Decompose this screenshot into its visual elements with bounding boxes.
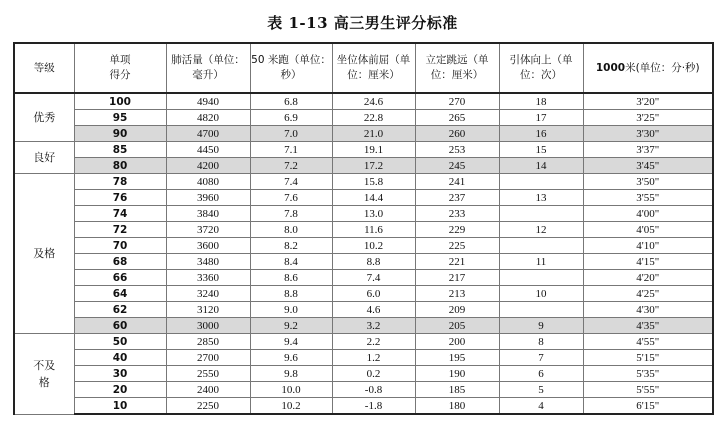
pull-up-cell: [499, 238, 583, 254]
sit-and-reach-cell: 3.2: [332, 318, 415, 334]
header-standing-jump: 立定跳远（单位：厘米）: [415, 43, 499, 93]
lung-capacity-cell: 4080: [166, 174, 250, 190]
lung-capacity-cell: 4450: [166, 142, 250, 158]
standing-jump-cell: 229: [415, 222, 499, 238]
score-cell: 70: [74, 238, 166, 254]
sit-and-reach-cell: 8.8: [332, 254, 415, 270]
standing-jump-cell: 200: [415, 334, 499, 350]
sit-and-reach-cell: 2.2: [332, 334, 415, 350]
score-cell: 60: [74, 318, 166, 334]
pull-up-cell: 15: [499, 142, 583, 158]
header-score: 单项 得分: [74, 43, 166, 93]
table-row: [14, 366, 713, 382]
run-1000m-cell: 4'00": [583, 206, 713, 222]
score-cell: 20: [74, 382, 166, 398]
pull-up-cell: 17: [499, 110, 583, 126]
header-lung-capacity: 肺活量（单位：毫升）: [166, 43, 250, 93]
table-row: [14, 318, 713, 334]
standing-jump-cell: 221: [415, 254, 499, 270]
table-row: [14, 334, 713, 350]
sit-and-reach-cell: 4.6: [332, 302, 415, 318]
sit-and-reach-cell: -1.8: [332, 398, 415, 415]
run-1000m-cell: 3'20": [583, 93, 713, 110]
lung-capacity-cell: 2700: [166, 350, 250, 366]
pull-up-cell: 10: [499, 286, 583, 302]
table-title: 表 1-13 高三男生评分标准: [267, 14, 458, 32]
standing-jump-cell: 209: [415, 302, 499, 318]
table-row: [14, 286, 713, 302]
dash-50m-cell: 10.0: [250, 382, 332, 398]
level-cell: 良好: [14, 142, 74, 174]
pull-up-cell: 4: [499, 398, 583, 415]
header-1000m-number: 1000: [595, 61, 626, 74]
run-1000m-cell: 4'55": [583, 334, 713, 350]
score-cell: 50: [74, 334, 166, 350]
score-cell: 72: [74, 222, 166, 238]
level-cell: 及格: [14, 174, 74, 334]
standing-jump-cell: 237: [415, 190, 499, 206]
dash-50m-cell: 7.2: [250, 158, 332, 174]
pull-up-cell: 6: [499, 366, 583, 382]
score-cell: 74: [74, 206, 166, 222]
score-cell: 90: [74, 126, 166, 142]
sit-and-reach-cell: 14.4: [332, 190, 415, 206]
standing-jump-cell: 241: [415, 174, 499, 190]
dash-50m-cell: 9.6: [250, 350, 332, 366]
table-row: [14, 270, 713, 286]
dash-50m-cell: 6.9: [250, 110, 332, 126]
score-cell: 85: [74, 142, 166, 158]
pull-up-cell: 13: [499, 190, 583, 206]
score-cell: 62: [74, 302, 166, 318]
pull-up-cell: 11: [499, 254, 583, 270]
pull-up-cell: [499, 302, 583, 318]
standing-jump-cell: 265: [415, 110, 499, 126]
score-cell: 68: [74, 254, 166, 270]
standing-jump-cell: 233: [415, 206, 499, 222]
level-cell: 不及 格: [14, 334, 74, 415]
table-row: [14, 93, 713, 110]
header-sit-and-reach: 坐位体前屈（单位：厘米）: [332, 43, 415, 93]
standing-jump-cell: 205: [415, 318, 499, 334]
sit-and-reach-cell: -0.8: [332, 382, 415, 398]
run-1000m-cell: 4'15": [583, 254, 713, 270]
standing-jump-cell: 270: [415, 93, 499, 110]
run-1000m-cell: 4'35": [583, 318, 713, 334]
standing-jump-cell: 185: [415, 382, 499, 398]
sit-and-reach-cell: 6.0: [332, 286, 415, 302]
run-1000m-cell: 3'30": [583, 126, 713, 142]
sit-and-reach-cell: 17.2: [332, 158, 415, 174]
standing-jump-cell: 253: [415, 142, 499, 158]
table-row: [14, 302, 713, 318]
dash-50m-cell: 8.0: [250, 222, 332, 238]
run-1000m-cell: 5'15": [583, 350, 713, 366]
pull-up-cell: 18: [499, 93, 583, 110]
lung-capacity-cell: 4200: [166, 158, 250, 174]
header-1000m-unit: 米(单位：分·秒): [625, 61, 700, 74]
scoring-table: [13, 42, 714, 415]
table-row: [14, 190, 713, 206]
run-1000m-cell: 3'50": [583, 174, 713, 190]
table-row: [14, 206, 713, 222]
lung-capacity-cell: 3720: [166, 222, 250, 238]
pull-up-cell: 5: [499, 382, 583, 398]
dash-50m-cell: 8.6: [250, 270, 332, 286]
standing-jump-cell: 217: [415, 270, 499, 286]
dash-50m-cell: 7.4: [250, 174, 332, 190]
standing-jump-cell: 245: [415, 158, 499, 174]
run-1000m-cell: 5'55": [583, 382, 713, 398]
dash-50m-cell: 9.0: [250, 302, 332, 318]
run-1000m-cell: 3'25": [583, 110, 713, 126]
table-row: [14, 238, 713, 254]
header-50m-dash: 50 米跑（单位：秒）: [250, 43, 332, 93]
standing-jump-cell: 260: [415, 126, 499, 142]
pull-up-cell: 16: [499, 126, 583, 142]
header-pull-up: 引体向上（单位：次）: [499, 43, 583, 93]
run-1000m-cell: 4'25": [583, 286, 713, 302]
sit-and-reach-cell: 1.2: [332, 350, 415, 366]
dash-50m-cell: 7.6: [250, 190, 332, 206]
standing-jump-cell: 180: [415, 398, 499, 415]
table-row: [14, 126, 713, 142]
dash-50m-cell: 9.2: [250, 318, 332, 334]
level-cell: 优秀: [14, 93, 74, 142]
table-row: [14, 158, 713, 174]
lung-capacity-cell: 3960: [166, 190, 250, 206]
lung-capacity-cell: 2400: [166, 382, 250, 398]
sit-and-reach-cell: 10.2: [332, 238, 415, 254]
header-level: 等级: [14, 43, 74, 93]
table-row: [14, 350, 713, 366]
dash-50m-cell: 9.8: [250, 366, 332, 382]
pull-up-cell: [499, 206, 583, 222]
table-row: [14, 398, 713, 415]
run-1000m-cell: 4'30": [583, 302, 713, 318]
pull-up-cell: 7: [499, 350, 583, 366]
pull-up-cell: 14: [499, 158, 583, 174]
run-1000m-cell: 3'45": [583, 158, 713, 174]
run-1000m-cell: 4'10": [583, 238, 713, 254]
pull-up-cell: [499, 174, 583, 190]
lung-capacity-cell: 3840: [166, 206, 250, 222]
pull-up-cell: [499, 270, 583, 286]
lung-capacity-cell: 3000: [166, 318, 250, 334]
dash-50m-cell: 7.8: [250, 206, 332, 222]
dash-50m-cell: 10.2: [250, 398, 332, 415]
sit-and-reach-cell: 7.4: [332, 270, 415, 286]
dash-50m-cell: 8.8: [250, 286, 332, 302]
lung-capacity-cell: 4940: [166, 93, 250, 110]
sit-and-reach-cell: 21.0: [332, 126, 415, 142]
lung-capacity-cell: 3240: [166, 286, 250, 302]
table-row: [14, 142, 713, 158]
table-row: [14, 110, 713, 126]
sit-and-reach-cell: 22.8: [332, 110, 415, 126]
sit-and-reach-cell: 19.1: [332, 142, 415, 158]
dash-50m-cell: 7.1: [250, 142, 332, 158]
run-1000m-cell: 3'37": [583, 142, 713, 158]
lung-capacity-cell: 3600: [166, 238, 250, 254]
run-1000m-cell: 3'55": [583, 190, 713, 206]
score-cell: 76: [74, 190, 166, 206]
score-cell: 40: [74, 350, 166, 366]
pull-up-cell: 9: [499, 318, 583, 334]
run-1000m-cell: 4'05": [583, 222, 713, 238]
pull-up-cell: 12: [499, 222, 583, 238]
table-row: [14, 254, 713, 270]
pull-up-cell: 8: [499, 334, 583, 350]
score-cell: 80: [74, 158, 166, 174]
table-row: [14, 174, 713, 190]
score-cell: 64: [74, 286, 166, 302]
lung-capacity-cell: 3120: [166, 302, 250, 318]
lung-capacity-cell: 4700: [166, 126, 250, 142]
sit-and-reach-cell: 13.0: [332, 206, 415, 222]
table-row: [14, 222, 713, 238]
lung-capacity-cell: 2250: [166, 398, 250, 415]
dash-50m-cell: 6.8: [250, 93, 332, 110]
score-cell: 95: [74, 110, 166, 126]
standing-jump-cell: 225: [415, 238, 499, 254]
lung-capacity-cell: 2550: [166, 366, 250, 382]
dash-50m-cell: 8.4: [250, 254, 332, 270]
run-1000m-cell: 5'35": [583, 366, 713, 382]
dash-50m-cell: 8.2: [250, 238, 332, 254]
score-cell: 10: [74, 398, 166, 415]
header-row: [14, 43, 713, 93]
run-1000m-cell: 6'15": [583, 398, 713, 415]
lung-capacity-cell: 4820: [166, 110, 250, 126]
standing-jump-cell: 195: [415, 350, 499, 366]
score-cell: 100: [74, 93, 166, 110]
sit-and-reach-cell: 24.6: [332, 93, 415, 110]
table-row: [14, 382, 713, 398]
run-1000m-cell: 4'20": [583, 270, 713, 286]
sit-and-reach-cell: 11.6: [332, 222, 415, 238]
lung-capacity-cell: 2850: [166, 334, 250, 350]
standing-jump-cell: 190: [415, 366, 499, 382]
header-1000m-run: [583, 43, 713, 93]
score-cell: 66: [74, 270, 166, 286]
score-cell: 78: [74, 174, 166, 190]
score-cell: 30: [74, 366, 166, 382]
dash-50m-cell: 9.4: [250, 334, 332, 350]
lung-capacity-cell: 3360: [166, 270, 250, 286]
sit-and-reach-cell: 15.8: [332, 174, 415, 190]
lung-capacity-cell: 3480: [166, 254, 250, 270]
sit-and-reach-cell: 0.2: [332, 366, 415, 382]
dash-50m-cell: 7.0: [250, 126, 332, 142]
standing-jump-cell: 213: [415, 286, 499, 302]
